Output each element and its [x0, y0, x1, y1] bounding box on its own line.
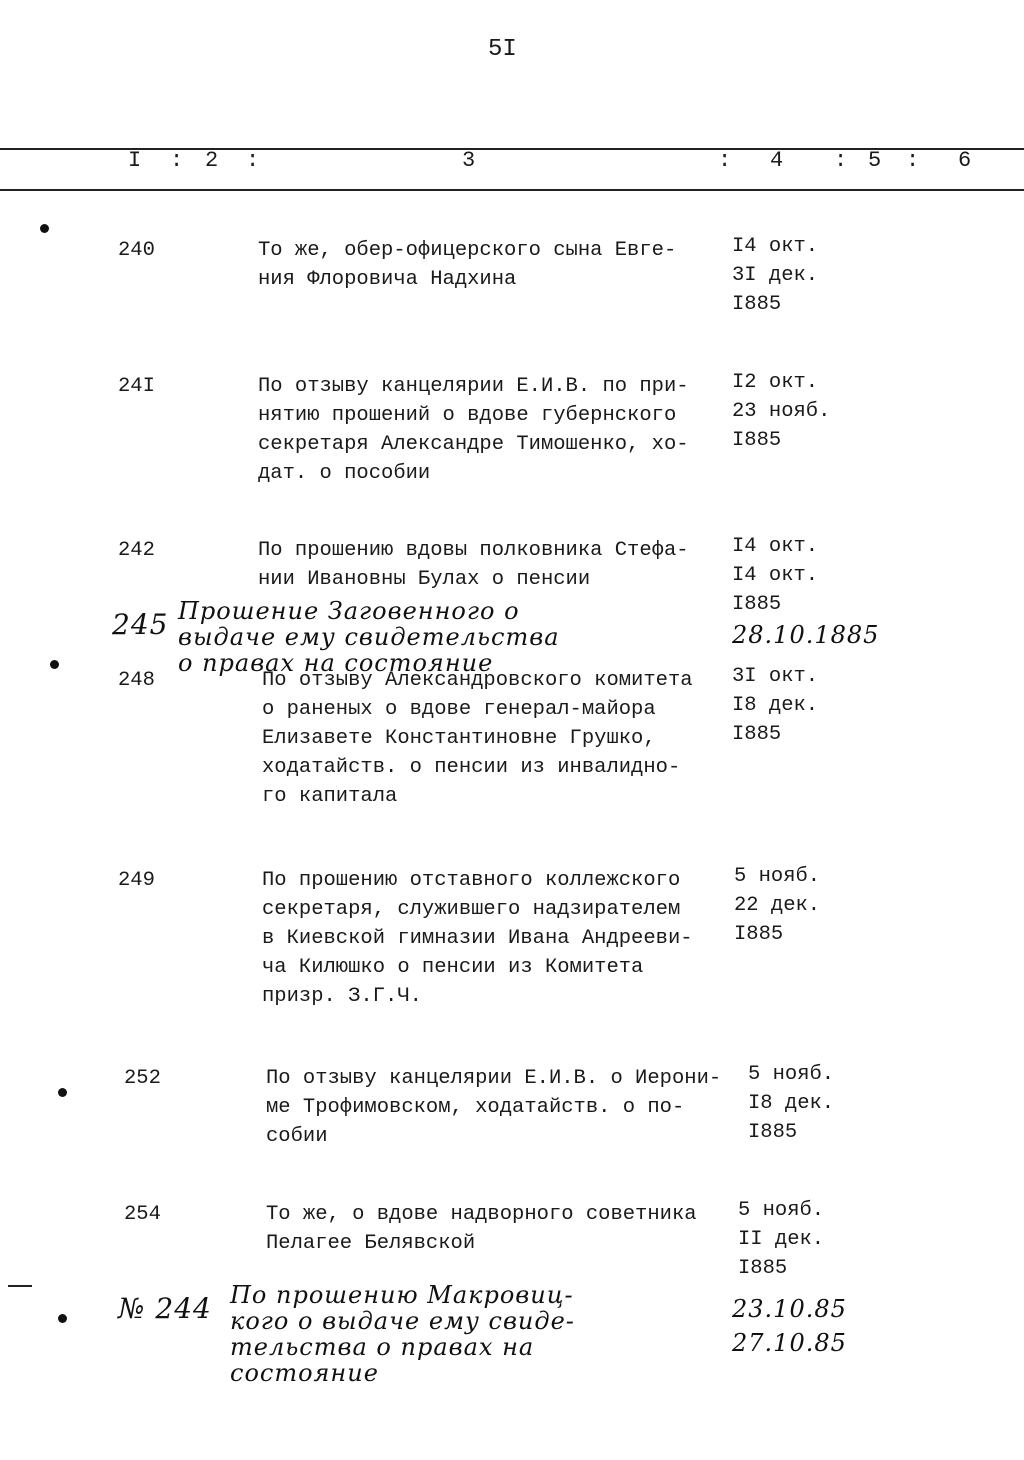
date-line: 5 нояб. [734, 865, 821, 888]
description-line: ме Трофимовском, ходатайств. о по- [266, 1096, 685, 1119]
handwritten-line: тельства о правах на [230, 1333, 535, 1361]
date-line: I8 дек. [748, 1092, 835, 1115]
date-line: I4 окт. [732, 535, 819, 558]
description-line: дат. о пособии [258, 462, 431, 485]
entry-dates [748, 1060, 834, 1147]
handwritten-date: 28.10.1885 [732, 621, 880, 649]
description-line: По отзыву Александровского комитета [262, 669, 693, 692]
date-line: II дек. [738, 1228, 825, 1251]
entry-description [262, 666, 693, 811]
entry-dates [732, 532, 818, 619]
date-line: 23 нояб. [732, 400, 831, 423]
scan-speck [58, 1088, 67, 1097]
scan-speck [40, 224, 49, 233]
col-1-header: I [128, 148, 142, 173]
date-line: I2 окт. [732, 371, 819, 394]
date-line: I885 [732, 293, 782, 316]
description-line: ча Килюшко о пенсии из Комитета [262, 956, 644, 979]
col-4-header: 4 [770, 148, 784, 173]
handwritten-line: Прошение Заговенного о [178, 597, 520, 625]
date-line: I4 окт. [732, 564, 819, 587]
description-line: секретаря, служившего надзирателем [262, 898, 681, 921]
date-line: I885 [732, 723, 782, 746]
date-line: 5 нояб. [748, 1063, 835, 1086]
date-line: 3I окт. [732, 665, 819, 688]
date-line: I885 [748, 1121, 798, 1144]
entry-description [262, 866, 693, 1011]
description-line: о раненых о вдове генерал-майора [262, 698, 656, 721]
entry-description [258, 236, 676, 294]
description-line: в Киевской гимназии Ивана Андрееви- [262, 927, 693, 950]
date-line: I885 [738, 1257, 788, 1280]
handwritten-date: 23.10.85 [732, 1295, 847, 1323]
entry-description [258, 536, 689, 594]
scan-speck [58, 1314, 67, 1323]
handwritten-dates [732, 1292, 847, 1360]
col-separator: : [906, 148, 920, 173]
description-line: секретаря Александре Тимошенко, хо- [258, 433, 689, 456]
description-line: ходатайств. о пенсии из инвалидно- [262, 756, 681, 779]
table-header-rule [0, 189, 1024, 191]
description-line: По отзыву канцелярии Е.И.В. по при- [258, 375, 689, 398]
col-separator: : [718, 148, 732, 173]
col-separator: : [834, 148, 848, 173]
entry-number: 252 [124, 1067, 161, 1090]
handwritten-line: состояние [230, 1359, 379, 1387]
date-line: 5 нояб. [738, 1199, 825, 1222]
page-number: 5I [488, 36, 517, 63]
description-line: Пелагее Белявской [266, 1232, 476, 1255]
description-line: По прошению отставного коллежского [262, 869, 681, 892]
date-line: I885 [732, 593, 782, 616]
entry-number: 242 [118, 539, 155, 562]
date-line: 3I дек. [732, 264, 819, 287]
entry-dates [732, 232, 818, 319]
description-line: Елизавете Константиновне Грушко, [262, 727, 656, 750]
col-5-header: 5 [868, 148, 882, 173]
description-line: ния Флоровича Надхина [258, 268, 517, 291]
scan-speck [50, 660, 59, 669]
description-line: го капитала [262, 785, 398, 808]
entry-number: 240 [118, 239, 155, 262]
description-line: собии [266, 1125, 328, 1148]
entry-number: 24I [118, 375, 155, 398]
col-6-header: 6 [958, 148, 972, 173]
handwritten-date: 27.10.85 [732, 1329, 847, 1357]
date-line: I8 дек. [732, 694, 819, 717]
margin-mark [8, 1285, 32, 1287]
handwritten-description [230, 1282, 575, 1386]
entry-dates [732, 662, 818, 749]
entry-description [266, 1064, 721, 1151]
handwritten-line: выдаче ему свидетельства [178, 623, 560, 651]
description-line: То же, обер-офицерского сына Евге- [258, 239, 677, 262]
description-line: По прошению вдовы полковника Стефа- [258, 539, 689, 562]
description-line: нии Ивановны Булах о пенсии [258, 568, 591, 591]
entry-dates [732, 368, 830, 455]
description-line: нятию прошений о вдове губернского [258, 404, 677, 427]
entry-description [266, 1200, 697, 1258]
handwritten-description [178, 598, 560, 676]
date-line: I885 [732, 429, 782, 452]
handwritten-number: № 244 [118, 1292, 212, 1325]
description-line: призр. З.Г.Ч. [262, 985, 422, 1008]
handwritten-line: кого о выдаче ему свиде- [230, 1307, 575, 1335]
col-3-header: 3 [462, 148, 476, 173]
date-line: I4 окт. [732, 235, 819, 258]
description-line: По отзыву канцелярии Е.И.В. о Иерони- [266, 1067, 722, 1090]
date-line: 22 дек. [734, 894, 821, 917]
entry-description [258, 372, 689, 488]
col-2-header: 2 [205, 148, 219, 173]
date-line: I885 [734, 923, 784, 946]
entry-number: 249 [118, 869, 155, 892]
handwritten-number: 245 [112, 608, 169, 641]
entry-dates [734, 862, 820, 949]
description-line: То же, о вдове надворного советника [266, 1203, 697, 1226]
entry-dates [738, 1196, 824, 1283]
col-separator: : [246, 148, 260, 173]
entry-number: 254 [124, 1203, 161, 1226]
entry-number: 248 [118, 669, 155, 692]
handwritten-line: По прошению Макровиц- [230, 1281, 574, 1309]
handwritten-dates [732, 622, 879, 648]
handwritten-line: о правах на состояние [178, 649, 494, 677]
col-separator: : [170, 148, 184, 173]
